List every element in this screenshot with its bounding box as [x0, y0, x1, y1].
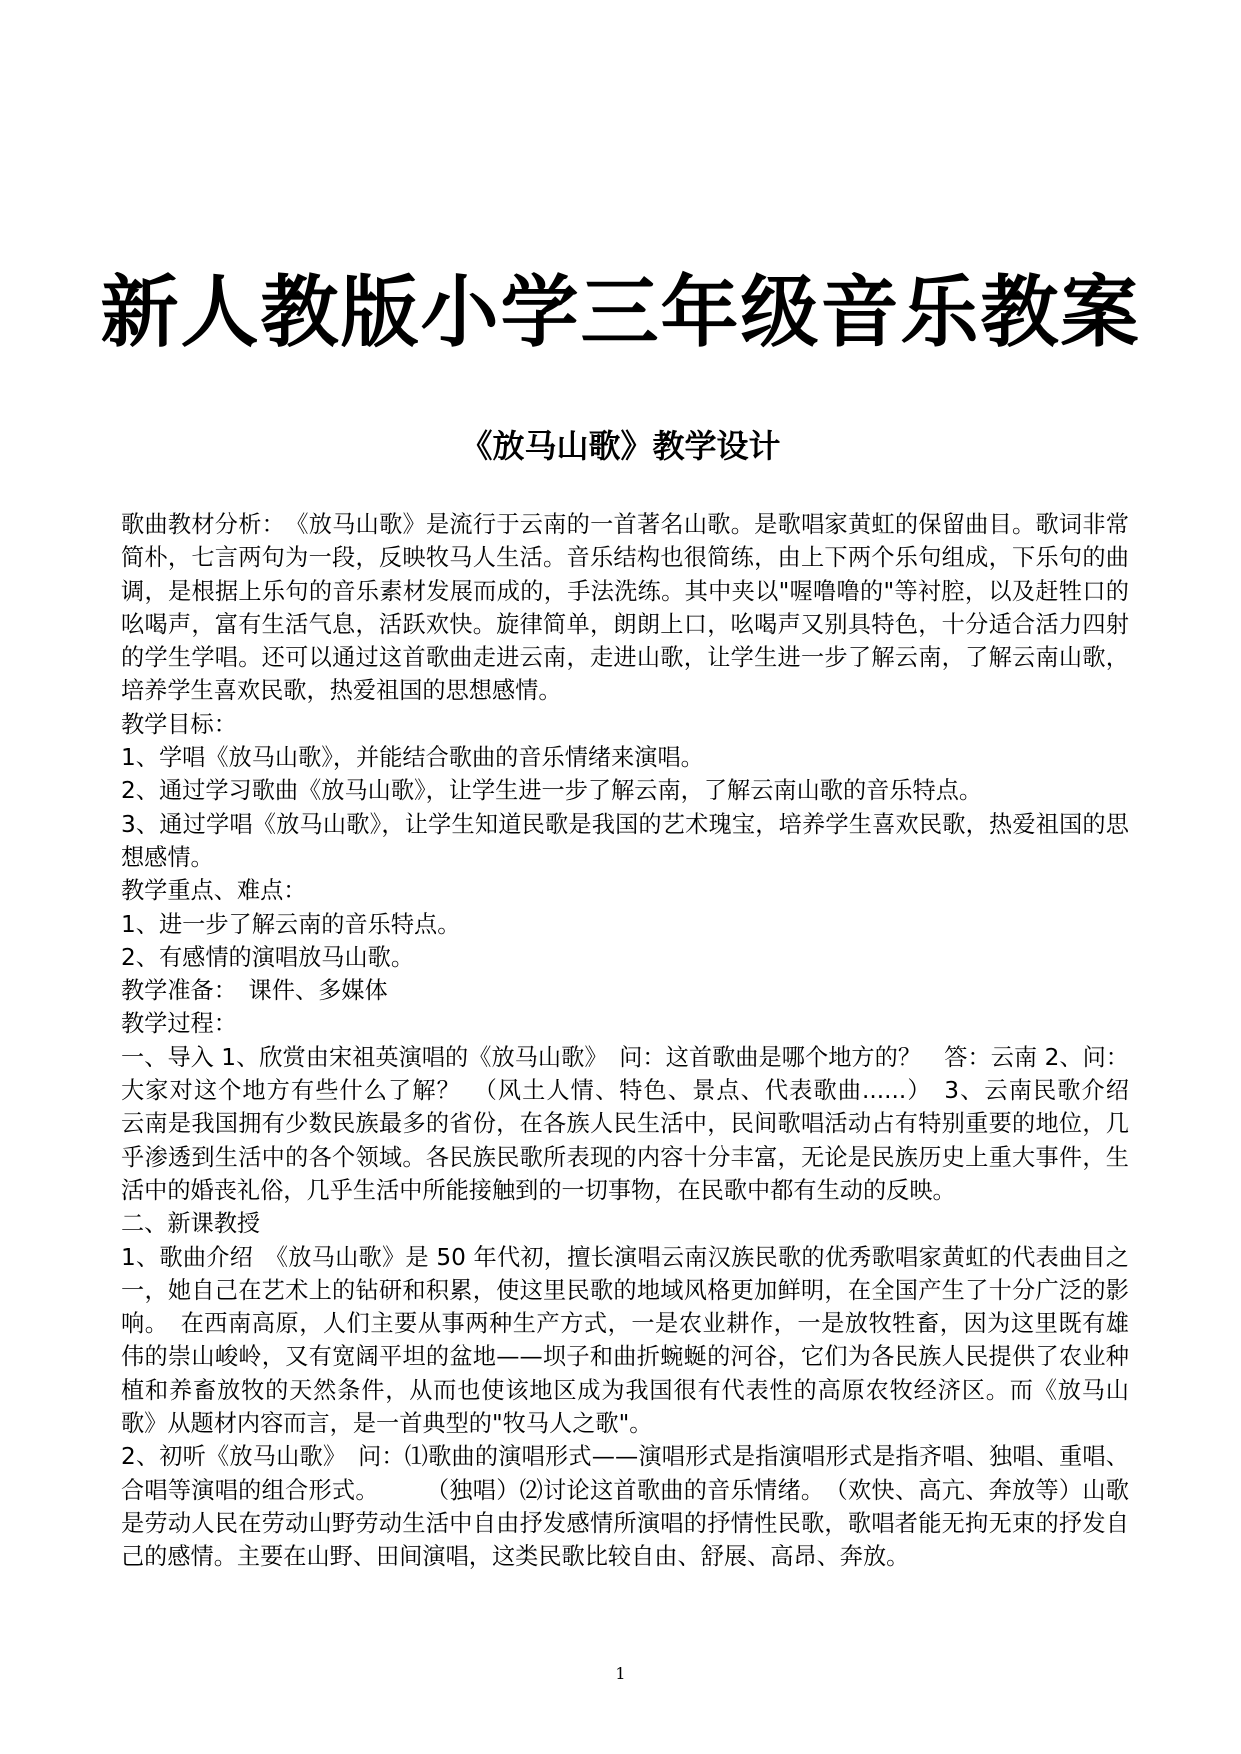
paragraph-goal-3: 3、通过学唱《放马山歌》，让学生知道民歌是我国的艺术瑰宝，培养学生喜欢民歌，热爱祖国的思想感情。 — [121, 810, 1129, 871]
paragraph-introduction: 一、导入 1、欣赏由宋祖英演唱的《放马山歌》 问：这首歌曲是哪个地方的？ 答：云南 2、问：大家对这个地方有些什么了解？ （风土人情、特色、景点、代表歌曲......） 3、云南民歌介绍 云南是我国拥有少数民族最多的省份，在各族人民生活中，民间歌唱活动占有特别重要的地位，几乎渗透到生活中的各个领域。各民族民歌所表现的内容十分丰富，无论是民族历史上重大事件，生活中的婚丧礼俗，几乎生活中所能接触到的一切事物，在民歌中都有生动的反映。 — [121, 1043, 1153, 1204]
document-body — [121, 508, 1153, 1574]
paragraph-goals-heading: 教学目标： — [121, 710, 237, 738]
paragraph-material-analysis: 歌曲教材分析： 《放马山歌》是流行于云南的一首著名山歌。是歌唱家黄虹的保留曲目。歌词非常简朴，七言两句为一段，反映牧马人生活。音乐结构也很简练，由上下两个乐句组成，下乐句的曲调，是根据上乐句的音乐素材发展而成的，手法洗练。其中夹以"喔噜噜的"等衬腔，以及赶牲口的吆喝声，富有生活气息，活跃欢快。旋律简单，朗朗上口，吆喝声又别具特色，十分适合活力四射的学生学唱。还可以通过这首歌曲走进云南，走进山歌，让学生进一步了解云南，了解云南山歌，培养学生喜欢民歌，热爱祖国的思想感情。 — [121, 511, 1129, 705]
paragraph-keypoints-heading: 教学重点、难点： — [121, 877, 307, 905]
paragraph-first-listen: 2、初听《放马山歌》 问：⑴歌曲的演唱形式——演唱形式是指演唱形式是指齐唱、独唱、重唱、合唱等演唱的组合形式。 （独唱）⑵讨论这首歌曲的音乐情绪。 （欢快、高亢、奔放等）山歌是劳动人民在劳动山野劳动生活中自由抒发感情所演唱的抒情性民歌，歌唱者能无拘无束的抒发自己的感情。主要在山野、田间演唱，这类民歌比较自由、舒展、高昂、奔放。 — [121, 1443, 1129, 1571]
paragraph-keypoint-2: 2、有感情的演唱放马山歌。 — [121, 943, 415, 971]
paragraph-new-lesson-heading: 二、新课教授 — [121, 1210, 261, 1238]
document-title: 新人教版小学三年级音乐教案 — [100, 268, 1141, 358]
paragraph-goal-2: 2、通过学习歌曲《放马山歌》，让学生进一步了解云南，了解云南山歌的音乐特点。 — [121, 777, 983, 805]
document-subtitle: 《放马山歌》教学设计 — [460, 427, 781, 465]
paragraph-goal-1: 1、学唱《放马山歌》，并能结合歌曲的音乐情绪来演唱。 — [121, 744, 704, 772]
paragraph-preparation: 教学准备： 课件、多媒体 — [121, 977, 388, 1005]
paragraph-process-heading: 教学过程： — [121, 1010, 237, 1038]
page-number: 1 — [615, 1664, 626, 1683]
paragraph-song-intro: 1、歌曲介绍 《放马山歌》是 50 年代初，擅长演唱云南汉族民歌的优秀歌唱家黄虹的代表曲目之一，她自己在艺术上的钻研和积累，使这里民歌的地域风格更加鲜明，在全国产生了十分广泛的影响。 在西南高原，人们主要从事两种生产方式，一是农业耕作，一是放牧牲畜，因为这里既有雄伟的崇山峻岭，又有宽阔平坦的盆地——坝子和曲折蜿蜒的河谷，它们为各民族人民提供了农业种植和养畜放牧的天然条件，从而也使该地区成为我国很有代表性的高原农牧经济区。而《放马山歌》从题材内容而言，是一首典型的"牧马人之歌"。 — [121, 1243, 1129, 1438]
paragraph-keypoint-1: 1、进一步了解云南的音乐特点。 — [121, 910, 461, 938]
